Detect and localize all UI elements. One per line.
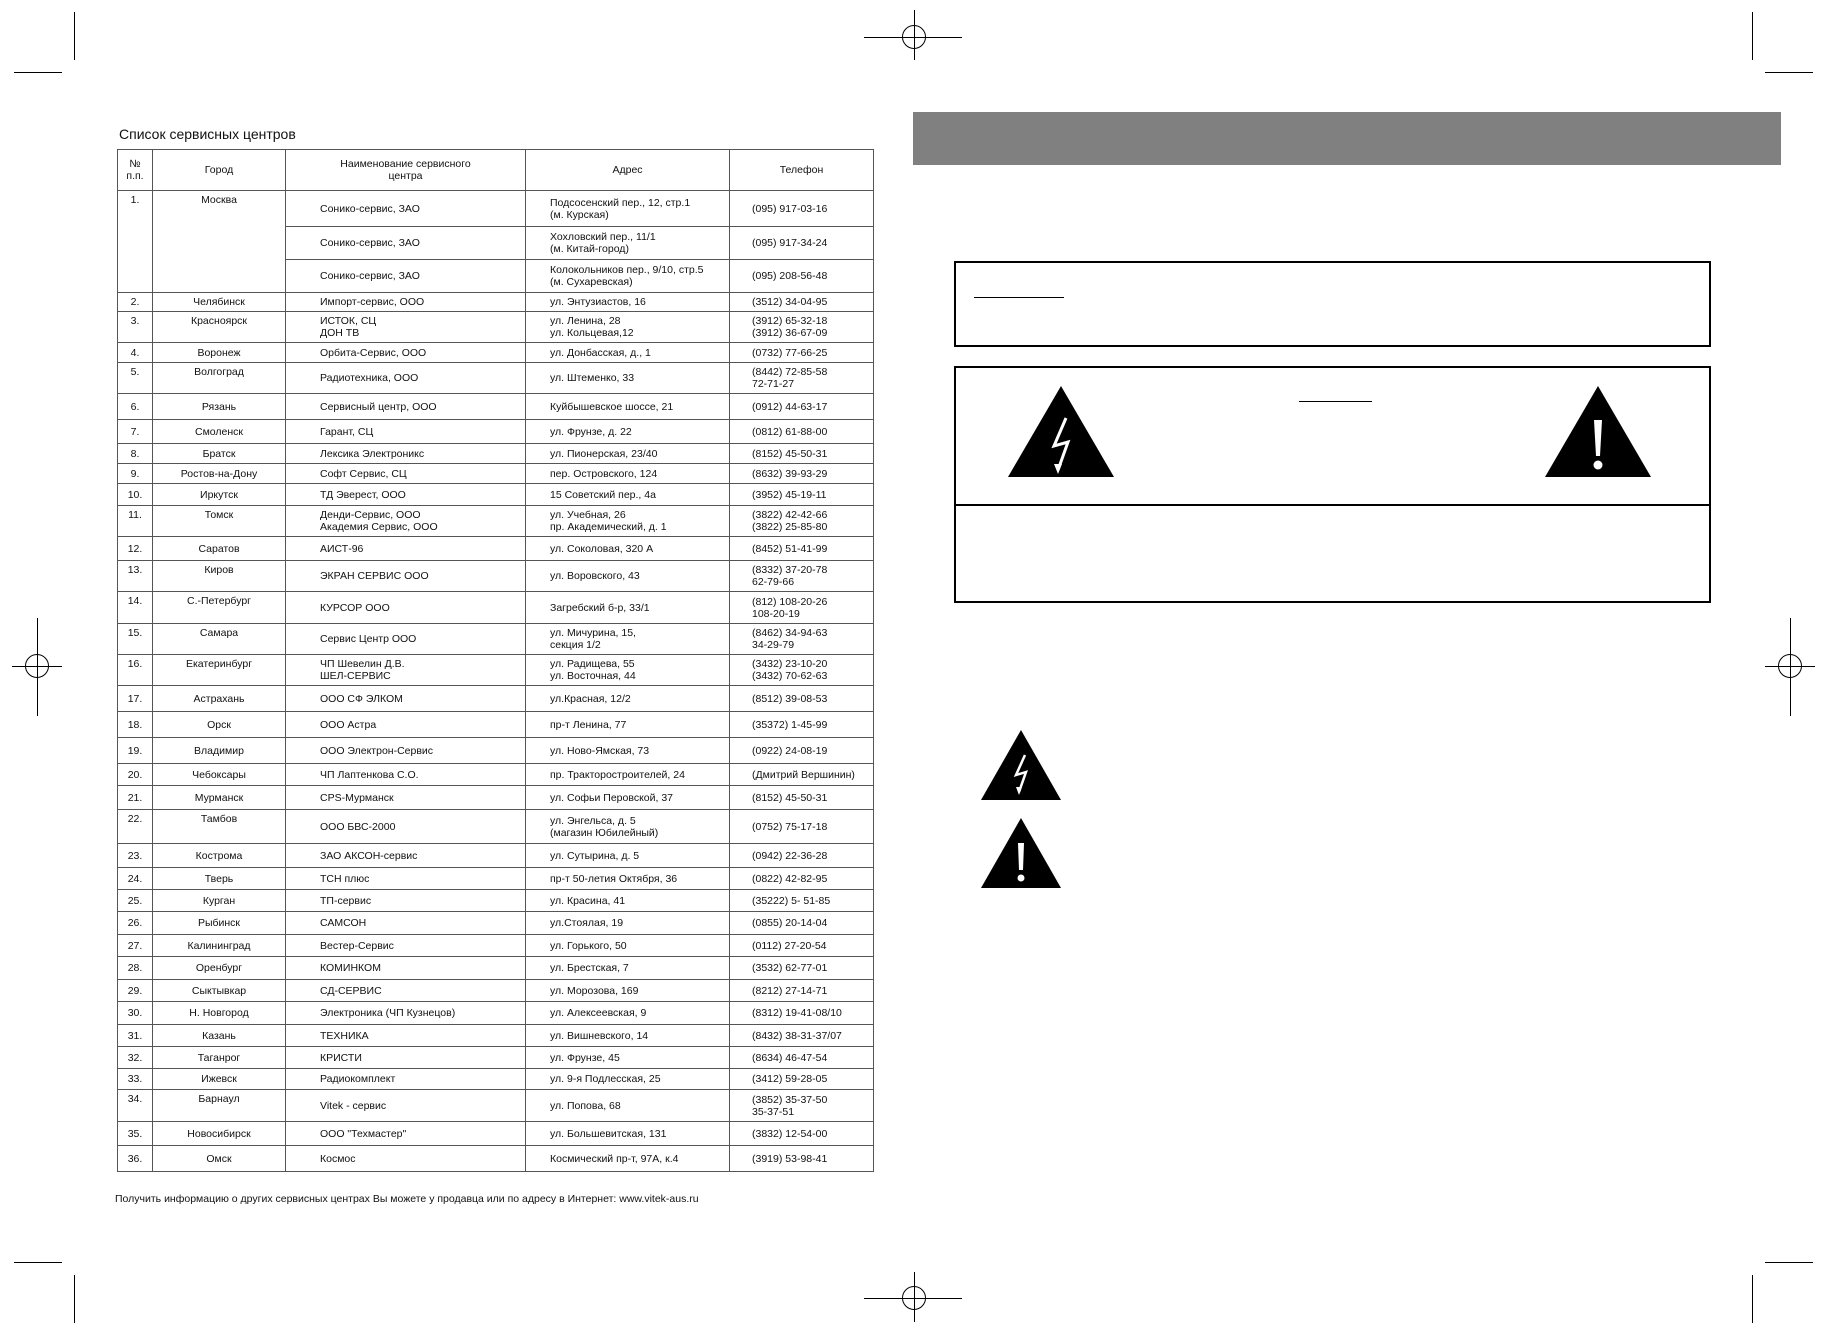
cell-name: Орбита-Сервис, ООО xyxy=(286,343,526,363)
cell-name: Гарант, СЦ xyxy=(286,420,526,444)
cell-address: ул. Фрунзе, 45 xyxy=(526,1047,730,1069)
cell-num: 15. xyxy=(118,624,153,655)
table-row xyxy=(118,191,874,227)
cell-address: ул. Учебная, 26 пр. Академический, д. 1 xyxy=(526,506,730,537)
table-row xyxy=(118,655,874,686)
table-row xyxy=(118,484,874,506)
cell-phone: (0822) 42-82-95 xyxy=(730,868,874,890)
cell-city: Братск xyxy=(153,444,286,464)
cell-phone: (0812) 61-88-00 xyxy=(730,420,874,444)
cell-city: Красноярск xyxy=(153,312,286,343)
table-row xyxy=(118,592,874,624)
cell-phone: (3822) 42-42-66 (3822) 25-85-80 xyxy=(730,506,874,537)
cell-name: ООО БВС-2000 xyxy=(286,810,526,844)
notice-box xyxy=(954,261,1711,347)
cell-city: Саратов xyxy=(153,537,286,561)
cell-num: 10. xyxy=(118,484,153,506)
cell-city: Воронеж xyxy=(153,343,286,363)
cell-name: ООО СФ ЭЛКОМ xyxy=(286,686,526,712)
crop-mark xyxy=(1752,1275,1753,1323)
cell-num: 31. xyxy=(118,1025,153,1047)
header-bar xyxy=(913,112,1781,165)
cell-city: Волгоград xyxy=(153,363,286,394)
cell-city: Смоленск xyxy=(153,420,286,444)
cell-name: Лексика Электроникс xyxy=(286,444,526,464)
cell-city: Омск xyxy=(153,1146,286,1172)
cell-num: 18. xyxy=(118,712,153,738)
registration-mark xyxy=(1790,618,1791,716)
cell-city: Калининград xyxy=(153,935,286,957)
cell-num: 19. xyxy=(118,738,153,764)
cell-address: ул. 9-я Подлесская, 25 xyxy=(526,1069,730,1090)
table-row xyxy=(118,957,874,980)
cell-num: 9. xyxy=(118,464,153,484)
table-row xyxy=(118,764,874,786)
cell-name: ТП-сервис xyxy=(286,890,526,912)
cell-city: Тверь xyxy=(153,868,286,890)
table-row xyxy=(118,420,874,444)
cell-city: Ростов-на-Дону xyxy=(153,464,286,484)
cell-city: Томск xyxy=(153,506,286,537)
table-row xyxy=(118,810,874,844)
cell-num: 12. xyxy=(118,537,153,561)
cell-num: 3. xyxy=(118,312,153,343)
cell-name: ЭКРАН СЕРВИС ООО xyxy=(286,561,526,592)
cell-name: ТЕХНИКА xyxy=(286,1025,526,1047)
cell-city: Н. Новгород xyxy=(153,1002,286,1025)
cell-num: 5. xyxy=(118,363,153,394)
crop-mark xyxy=(1752,12,1753,60)
registration-mark xyxy=(37,618,38,716)
cell-city: Иркутск xyxy=(153,484,286,506)
cell-name: CPS-Мурманск xyxy=(286,786,526,810)
registration-mark xyxy=(864,1298,962,1299)
cell-address: ул. Донбасская, д., 1 xyxy=(526,343,730,363)
cell-name: Сонико-сервис, ЗАО xyxy=(286,227,526,260)
cell-phone: (8634) 46-47-54 xyxy=(730,1047,874,1069)
column-header-name: Наименование сервисного центра xyxy=(286,150,526,191)
cell-city: Челябинск xyxy=(153,293,286,312)
cell-name: ТД Эверест, ООО xyxy=(286,484,526,506)
column-header-city: Город xyxy=(153,150,286,191)
cell-num: 8. xyxy=(118,444,153,464)
cell-phone: (0922) 24-08-19 xyxy=(730,738,874,764)
cell-name: ЗАО АКСОН-сервис xyxy=(286,844,526,868)
lightning-warning-icon xyxy=(1006,384,1116,479)
table-row xyxy=(118,1047,874,1069)
cell-name: Денди-Сервис, ООО Академия Сервис, ООО xyxy=(286,506,526,537)
cell-city: Таганрог xyxy=(153,1047,286,1069)
table-row xyxy=(118,912,874,935)
cell-address: ул. Вишневского, 14 xyxy=(526,1025,730,1047)
cell-num: 13. xyxy=(118,561,153,592)
warning-box-divider xyxy=(956,504,1709,506)
cell-phone: (35222) 5- 51-85 xyxy=(730,890,874,912)
cell-num: 7. xyxy=(118,420,153,444)
cell-phone: (3952) 45-19-11 xyxy=(730,484,874,506)
cell-name: Электроника (ЧП Кузнецов) xyxy=(286,1002,526,1025)
cell-city: Киров xyxy=(153,561,286,592)
cell-city: Кострома xyxy=(153,844,286,868)
cell-address: ул. Штеменко, 33 xyxy=(526,363,730,394)
cell-num: 14. xyxy=(118,592,153,624)
table-row xyxy=(118,624,874,655)
cell-address: ул. Мичурина, 15, секция 1/2 xyxy=(526,624,730,655)
crop-mark xyxy=(74,1275,75,1323)
cell-address: ул.Красная, 12/2 xyxy=(526,686,730,712)
cell-phone: (8332) 37-20-78 62-79-66 xyxy=(730,561,874,592)
cell-num: 23. xyxy=(118,844,153,868)
cell-phone: (3852) 35-37-50 35-37-51 xyxy=(730,1090,874,1122)
cell-city: Сыктывкар xyxy=(153,980,286,1002)
cell-city: С.-Петербург xyxy=(153,592,286,624)
cell-name: СД-СЕРВИС xyxy=(286,980,526,1002)
lightning-warning-icon xyxy=(980,729,1062,801)
cell-phone: (812) 108-20-26 108-20-19 xyxy=(730,592,874,624)
cell-phone: (0855) 20-14-04 xyxy=(730,912,874,935)
table-row xyxy=(118,537,874,561)
heading-underline xyxy=(974,297,1064,298)
table-row xyxy=(118,786,874,810)
cell-num: 34. xyxy=(118,1090,153,1122)
table-row xyxy=(118,1122,874,1146)
registration-mark xyxy=(914,10,915,60)
registration-mark xyxy=(864,37,962,38)
cell-address: Хохловский пер., 11/1 (м. Китай-город) xyxy=(526,227,730,260)
cell-city: Ижевск xyxy=(153,1069,286,1090)
cell-phone: (35372) 1-45-99 xyxy=(730,712,874,738)
cell-name: ЧП Шевелин Д.В. ШЕЛ-СЕРВИС xyxy=(286,655,526,686)
cell-address: ул. Энтузиастов, 16 xyxy=(526,293,730,312)
cell-phone: (3432) 23-10-20 (3432) 70-62-63 xyxy=(730,655,874,686)
column-header-phone: Телефон xyxy=(730,150,874,191)
cell-city: Самара xyxy=(153,624,286,655)
crop-mark xyxy=(1765,1262,1813,1263)
footer-note: Получить информацию о других сервисных центрах Вы можете у продавца или по адресу в Интернет: www.vitek-aus.ru xyxy=(115,1193,699,1205)
cell-phone: (8432) 38-31-37/07 xyxy=(730,1025,874,1047)
cell-address: ул. Софьи Перовской, 37 xyxy=(526,786,730,810)
cell-city: Новосибирск xyxy=(153,1122,286,1146)
cell-phone: (3532) 62-77-01 xyxy=(730,957,874,980)
cell-phone: (8462) 34-94-63 34-29-79 xyxy=(730,624,874,655)
cell-phone: (8452) 51-41-99 xyxy=(730,537,874,561)
cell-city: Москва xyxy=(153,191,286,293)
column-header-num: № п.п. xyxy=(118,150,153,191)
cell-name: ООО "Техмастер" xyxy=(286,1122,526,1146)
page-title: Список сервисных центров xyxy=(119,126,296,142)
crop-mark xyxy=(74,12,75,60)
cell-num: 4. xyxy=(118,343,153,363)
cell-phone: (0112) 27-20-54 xyxy=(730,935,874,957)
cell-address: ул. Алексеевская, 9 xyxy=(526,1002,730,1025)
cell-address: ул.Стоялая, 19 xyxy=(526,912,730,935)
cell-num: 32. xyxy=(118,1047,153,1069)
exclamation-warning-icon xyxy=(1543,384,1653,479)
cell-num: 24. xyxy=(118,868,153,890)
cell-address: ул. Горького, 50 xyxy=(526,935,730,957)
cell-name: Сонико-сервис, ЗАО xyxy=(286,260,526,293)
table-row xyxy=(118,561,874,592)
cell-name: Софт Сервис, СЦ xyxy=(286,464,526,484)
cell-city: Орск xyxy=(153,712,286,738)
cell-address: ул. Брестская, 7 xyxy=(526,957,730,980)
cell-city: Тамбов xyxy=(153,810,286,844)
cell-phone: (095) 917-34-24 xyxy=(730,227,874,260)
table-row xyxy=(118,1025,874,1047)
cell-address: ул. Ленина, 28 ул. Кольцевая,12 xyxy=(526,312,730,343)
table-row xyxy=(118,1090,874,1122)
cell-city: Оренбург xyxy=(153,957,286,980)
cell-address: ул. Пионерская, 23/40 xyxy=(526,444,730,464)
cell-city: Мурманск xyxy=(153,786,286,810)
cell-phone: (0752) 75-17-18 xyxy=(730,810,874,844)
cell-city: Екатеринбург xyxy=(153,655,286,686)
cell-phone: (8212) 27-14-71 xyxy=(730,980,874,1002)
cell-phone: (0732) 77-66-25 xyxy=(730,343,874,363)
cell-address: ул. Энгельса, д. 5 (магазин Юбилейный) xyxy=(526,810,730,844)
cell-name: Радиокомплект xyxy=(286,1069,526,1090)
cell-name: Радиотехника, ООО xyxy=(286,363,526,394)
cell-num: 27. xyxy=(118,935,153,957)
cell-address: Куйбышевское шоссе, 21 xyxy=(526,394,730,420)
cell-name: ТСН плюс xyxy=(286,868,526,890)
table-row xyxy=(118,868,874,890)
cell-address: Подсосенский пер., 12, стр.1 (м. Курская) xyxy=(526,191,730,227)
cell-name: КУРСОР ООО xyxy=(286,592,526,624)
cell-name: Сервис Центр ООО xyxy=(286,624,526,655)
cell-name: ООО Электрон-Сервис xyxy=(286,738,526,764)
cell-name: Импорт-сервис, ООО xyxy=(286,293,526,312)
table-row xyxy=(118,444,874,464)
table-row xyxy=(118,363,874,394)
cell-address: пр-т Ленина, 77 xyxy=(526,712,730,738)
table-row xyxy=(118,312,874,343)
cell-phone: (3919) 53-98-41 xyxy=(730,1146,874,1172)
cell-address: ул. Большевитская, 131 xyxy=(526,1122,730,1146)
cell-name: Вестер-Сервис xyxy=(286,935,526,957)
cell-num: 35. xyxy=(118,1122,153,1146)
cell-city: Казань xyxy=(153,1025,286,1047)
cell-address: ул. Воровского, 43 xyxy=(526,561,730,592)
cell-city: Рязань xyxy=(153,394,286,420)
cell-phone: (8312) 19-41-08/10 xyxy=(730,1002,874,1025)
cell-address: пр. Тракторостроителей, 24 xyxy=(526,764,730,786)
cell-address: ул. Сутырина, д. 5 xyxy=(526,844,730,868)
table-row xyxy=(118,343,874,363)
cell-address: ул. Попова, 68 xyxy=(526,1090,730,1122)
cell-address: ул. Ново-Ямская, 73 xyxy=(526,738,730,764)
cell-city: Чебоксары xyxy=(153,764,286,786)
table-row xyxy=(118,506,874,537)
cell-num: 30. xyxy=(118,1002,153,1025)
cell-city: Владимир xyxy=(153,738,286,764)
cell-phone: (8512) 39-08-53 xyxy=(730,686,874,712)
table-row xyxy=(118,890,874,912)
cell-city: Астрахань xyxy=(153,686,286,712)
cell-name: ЧП Лаптенкова С.О. xyxy=(286,764,526,786)
cell-phone: (8152) 45-50-31 xyxy=(730,444,874,464)
cell-name: КРИСТИ xyxy=(286,1047,526,1069)
cell-name: Vitek - сервис xyxy=(286,1090,526,1122)
cell-num: 20. xyxy=(118,764,153,786)
table-row xyxy=(118,1146,874,1172)
cell-num: 28. xyxy=(118,957,153,980)
cell-name: АИСТ-96 xyxy=(286,537,526,561)
table-row xyxy=(118,844,874,868)
cell-num: 36. xyxy=(118,1146,153,1172)
column-header-address: Адрес xyxy=(526,150,730,191)
table-row xyxy=(118,980,874,1002)
cell-num: 33. xyxy=(118,1069,153,1090)
cell-name: Сервисный центр, ООО xyxy=(286,394,526,420)
cell-address: пер. Островского, 124 xyxy=(526,464,730,484)
cell-phone: (0912) 44-63-17 xyxy=(730,394,874,420)
cell-address: ул. Фрунзе, д. 22 xyxy=(526,420,730,444)
cell-phone: (8632) 39-93-29 xyxy=(730,464,874,484)
cell-phone: (3832) 12-54-00 xyxy=(730,1122,874,1146)
cell-num: 29. xyxy=(118,980,153,1002)
cell-num: 21. xyxy=(118,786,153,810)
crop-mark xyxy=(14,72,62,73)
warning-box xyxy=(954,366,1711,603)
table-row xyxy=(118,738,874,764)
table-row xyxy=(118,935,874,957)
cell-phone: (3512) 34-04-95 xyxy=(730,293,874,312)
crop-mark xyxy=(14,1262,62,1263)
cell-phone: (0942) 22-36-28 xyxy=(730,844,874,868)
cell-city: Барнаул xyxy=(153,1090,286,1122)
table-row xyxy=(118,394,874,420)
cell-phone: (8442) 72-85-58 72-71-27 xyxy=(730,363,874,394)
exclamation-warning-icon xyxy=(980,817,1062,889)
table-row xyxy=(118,293,874,312)
cell-name: Сонико-сервис, ЗАО xyxy=(286,191,526,227)
cell-phone: (3912) 65-32-18 (3912) 36-67-09 xyxy=(730,312,874,343)
cell-address: ул. Морозова, 169 xyxy=(526,980,730,1002)
cell-num: 16. xyxy=(118,655,153,686)
cell-name: ИСТОК, СЦ ДОН ТВ xyxy=(286,312,526,343)
table-row xyxy=(118,464,874,484)
cell-num: 17. xyxy=(118,686,153,712)
cell-num: 1. xyxy=(118,191,153,293)
cell-num: 2. xyxy=(118,293,153,312)
cell-name: ООО Астра xyxy=(286,712,526,738)
cell-num: 22. xyxy=(118,810,153,844)
cell-address: ул. Соколовая, 320 А xyxy=(526,537,730,561)
cell-phone: (8152) 45-50-31 xyxy=(730,786,874,810)
table-header-row xyxy=(118,150,874,191)
cell-name: Космос xyxy=(286,1146,526,1172)
table-row xyxy=(118,1002,874,1025)
cell-name: КОМИНКОМ xyxy=(286,957,526,980)
cell-address: пр-т 50-летия Октября, 36 xyxy=(526,868,730,890)
cell-address: 15 Советский пер., 4а xyxy=(526,484,730,506)
table-body xyxy=(118,191,874,1172)
service-centers-table xyxy=(117,149,874,1172)
cell-address: Колокольников пер., 9/10, стр.5 (м. Сухаревская) xyxy=(526,260,730,293)
cell-num: 25. xyxy=(118,890,153,912)
registration-mark xyxy=(914,1272,915,1322)
cell-num: 11. xyxy=(118,506,153,537)
cell-address: ул. Радищева, 55 ул. Восточная, 44 xyxy=(526,655,730,686)
crop-mark xyxy=(1765,72,1813,73)
cell-phone: (095) 917-03-16 xyxy=(730,191,874,227)
cell-phone: (3412) 59-28-05 xyxy=(730,1069,874,1090)
cell-num: 6. xyxy=(118,394,153,420)
cell-city: Рыбинск xyxy=(153,912,286,935)
cell-phone: (Дмитрий Вершинин) xyxy=(730,764,874,786)
cell-city: Курган xyxy=(153,890,286,912)
heading-underline xyxy=(1299,401,1372,402)
cell-address: Космический пр-т, 97А, к.4 xyxy=(526,1146,730,1172)
cell-phone: (095) 208-56-48 xyxy=(730,260,874,293)
table-row xyxy=(118,1069,874,1090)
table-row xyxy=(118,712,874,738)
table-row xyxy=(118,686,874,712)
cell-address: Загребский б-р, 33/1 xyxy=(526,592,730,624)
cell-num: 26. xyxy=(118,912,153,935)
cell-address: ул. Красина, 41 xyxy=(526,890,730,912)
cell-name: САМСОН xyxy=(286,912,526,935)
